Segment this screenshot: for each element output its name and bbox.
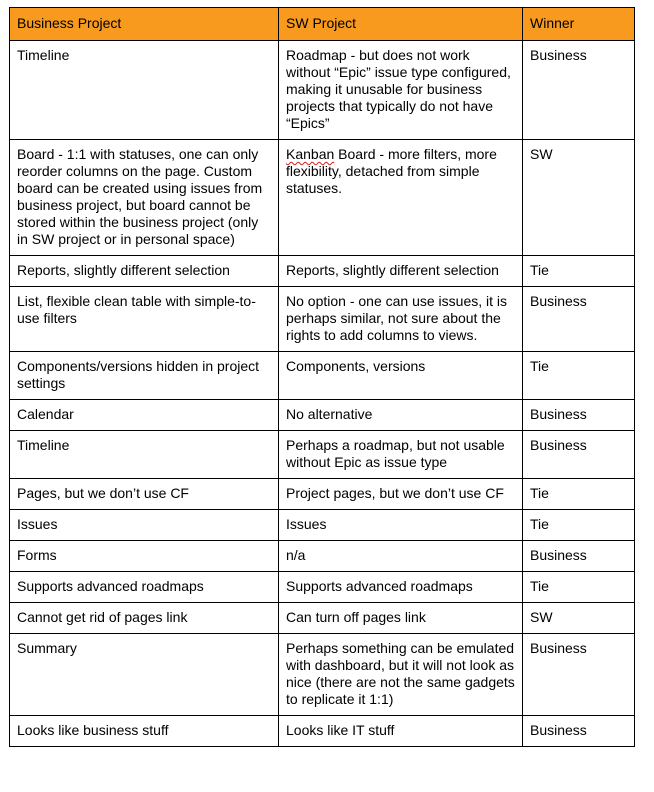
table-row [10,287,635,352]
header-sw-project: SW Project [279,8,523,41]
cell-business: Looks like business stuff [10,716,279,747]
cell-sw: Roadmap - but does not work without “Epic” issue type configured, making it unusable for business projects that typically do not have “Epics” [279,41,523,140]
cell-sw: Looks like IT stuff [279,716,523,747]
table-row [10,634,635,716]
cell-business: Supports advanced roadmaps [10,572,279,603]
cell-winner: Tie [523,352,635,400]
cell-sw: Can turn off pages link [279,603,523,634]
table-row [10,541,635,572]
cell-sw: Perhaps something can be emulated with dashboard, but it will not look as nice (there are not the same gadgets to replicate it 1:1) [279,634,523,716]
table-row [10,716,635,747]
cell-sw: Perhaps a roadmap, but not usable without Epic as issue type [279,431,523,479]
cell-sw: Project pages, but we don’t use CF [279,479,523,510]
cell-business: Timeline [10,41,279,140]
cell-business: Calendar [10,400,279,431]
cell-winner: Business [523,634,635,716]
cell-sw-text: Board - more filters, more flexibility, detached from simple statuses. [286,146,497,196]
table-row [10,572,635,603]
table-row [10,603,635,634]
table-row [10,256,635,287]
cell-business: Components/versions hidden in project settings [10,352,279,400]
cell-winner: SW [523,603,635,634]
cell-business: List, flexible clean table with simple-to-use filters [10,287,279,352]
cell-winner: Business [523,716,635,747]
cell-business: Board - 1:1 with statuses, one can only reorder columns on the page. Custom board can be created using issues from business project, but board cannot be stored within the business project (only in SW project or in personal space) [10,140,279,256]
cell-business: Issues [10,510,279,541]
cell-sw: Supports advanced roadmaps [279,572,523,603]
cell-winner: SW [523,140,635,256]
cell-winner: Business [523,41,635,140]
table-row [10,431,635,479]
comparison-table [9,7,635,747]
spellcheck-word: Kanban [286,146,335,162]
table-row [10,41,635,140]
cell-winner: Tie [523,256,635,287]
cell-business: Pages, but we don’t use CF [10,479,279,510]
cell-business: Cannot get rid of pages link [10,603,279,634]
table-row [10,510,635,541]
cell-sw: Components, versions [279,352,523,400]
cell-winner: Business [523,541,635,572]
cell-business: Reports, slightly different selection [10,256,279,287]
table-row [10,352,635,400]
cell-winner: Tie [523,479,635,510]
cell-winner: Tie [523,510,635,541]
cell-winner: Business [523,400,635,431]
table-row [10,479,635,510]
cell-business: Forms [10,541,279,572]
cell-winner: Tie [523,572,635,603]
cell-winner: Business [523,287,635,352]
header-winner: Winner [523,8,635,41]
cell-sw [279,140,523,256]
table-row [10,400,635,431]
cell-sw: Issues [279,510,523,541]
cell-business: Summary [10,634,279,716]
cell-sw: No alternative [279,400,523,431]
table-row [10,140,635,256]
cell-sw: Reports, slightly different selection [279,256,523,287]
cell-sw: No option - one can use issues, it is perhaps similar, not sure about the rights to add columns to views. [279,287,523,352]
header-row [10,8,635,41]
cell-winner: Business [523,431,635,479]
cell-sw: n/a [279,541,523,572]
cell-business: Timeline [10,431,279,479]
header-business-project: Business Project [10,8,279,41]
